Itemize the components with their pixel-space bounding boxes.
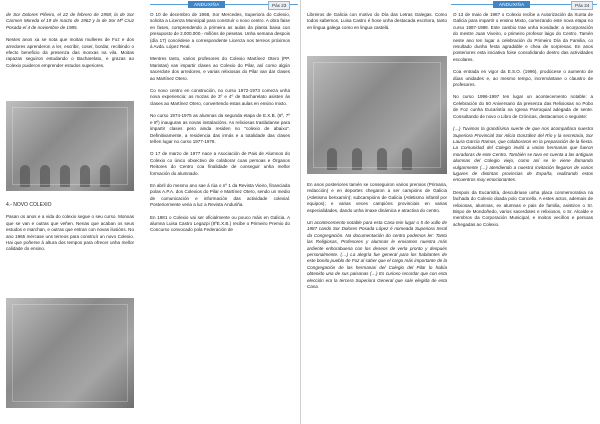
paragraph: O 17 de marzo de 1977 nace a Asociación de Pais de Alumnos do Colexio co único obxectivo de colaborar coas persoas e Órganos Reitores do Centro coa finalidade de conseguir unha mellor formación do alumnado. xyxy=(150,151,290,176)
paragraph: No curso 1996-1997 ten lugar un acontecemento notable: a Celebración do 50 Aniversario da presenza das Relixiosas no Pobo de Foz cunha Eucaristía na Igrexa Parroquial adegada de sente. Consultando de novo o Libro de Crónicas, destacamos o seguinte: xyxy=(453,94,593,119)
header-section-tag: ANDUXIÑA xyxy=(188,1,225,8)
paragraph: Nestes anos xa se nota que moitas mulleres de Foz e dos arredores aprenderon a ler, escribir, coser, bordar, recibindo o efecto beneficio da presenza das monxas na vila. Moitas rapazas seguiron estudando o Bacharelato, e grazas ao Colexio puideron emprender estudos superiores. xyxy=(6,37,134,68)
text-column-1b xyxy=(6,198,134,259)
paragraph: Pasan os anos e a vida do colexio segue o seu curso. Monxas que se van e outras que veñen. Nenas que acaban os seus estudos e marchan, e outras que entran con novas ilusións. No ano 1965 mércase uns terreos para construír un novo Colexio. Hai que poñerse á altura dos tempos para ofrecer unha mellor calidade do ensino. xyxy=(6,214,134,252)
paragraph: O 13 de maio de 1987 o Colexio recibe a Autorización da Xunta de Galicia para impartir o ensino Mixto, comezando este nova etapa no curso 1987-1988. Este cambio trae unha novidade: a incorporación do mestre Juan Viveiro, o primeiro profesor laigo do Centro. Tamén neste ano ten lugar a celebración do Primeiro Día da Familia, co resultado dunha festa agradable e chea de sorpresas. En anos posteriores esta iniciativa foise consolidando dentro das actividades escolares. xyxy=(453,12,593,62)
header-section-tag: ANDUXIÑA xyxy=(493,1,530,8)
paragraph: Un acontecemento notable para esta Casa tein lugar o 5 de xullo de 1987 cando Sor Dolores Posada López é nomeada Superiora Xeral da Congregación. Na documentación do centro podemos ler: Tanto las Religiosas, Profesores y alumnas le enviamos nuestra más ardiente enhorabuena con los deseos de verla pronto y después personalmente. (…) La alegría fue general para los habitantes de este bonito pueblo de Foz al saber que el cargo más importante de la Congregación de las hermanas del Colegio del Pilar lo había obtenido una de sus paisanas (…) Es curioso recordar que con esta elección era la tercera Superiora General que sale elegida de esta Casa. xyxy=(307,220,447,290)
text-column-1 xyxy=(6,12,134,75)
section-heading: 4.- NOVO COLEXIO xyxy=(6,202,52,208)
right-page xyxy=(300,0,600,424)
paragraph: O 10 de decembro de 1968, Sor Mercedes, Superiora do Colexio, solicita a Licenza Municipal para construír o novo centro. A obra faise en fases, comprendendo a primeira as aulas da planta baixa cun presuposto de 2.000.000.- millóns de pesetas. Unha semana despois (día 17) concédese a correspondente Licenza nos terreos próximos á Avda. López Real. xyxy=(150,12,290,50)
paragraph: de Sor Dolores Piñeiro, el 22 de febrero de 1958; la de Sor Carmen Moreda el 19 de marzo de 1962 y la de Sor Mª Cruz Posada el 4 de noviembre de 1985. xyxy=(6,12,134,30)
page-number: Páx 23 xyxy=(268,1,290,10)
paragraph: No curso 1974-1975 as alumnas da segunda etapa de E.X.B. (6º, 7º e 8º) inauguran as novas instalacións. As relixiosas trasládanse para impartir clases pero ainda residen no "colexio de abaixo". Definitivamente, a residencia das irmás e a totalidade das clases teñen lugar no curso 1977-1978. xyxy=(150,113,290,144)
paragraph: Coa entrada en vigor da E.S.O. (1996), prodúcese o aumento de dúas unidades e, ao mesmo tempo, incremántase o claustro de profesores. xyxy=(453,69,593,88)
paragraph: Despois da Eucaristía, descubriuse unha placa conmemorativa na fachada do Colexio doada polo Concello. A estes actos, ademais de relixiosas, alumnas, ex alumnas e pais de familia, asistiron o Sr. Bispo de Mondoñedo, varios sacerdotes e relixiosos, o Sr. Alcalde e membros da Corporación Municipal, e moitos veciños e persoas achegadas ao Colexio. xyxy=(453,189,593,227)
text-column-2 xyxy=(150,12,290,240)
paragraph: Mentres tanto, varios profesores do Colexio Martínez Otero (PP. Maristas) van impartir clases ao Colexio do Pilar, así como algún sacerdote dos arredores, e varias relixiosas do Pilar van dar clases ao Martínez Otero. xyxy=(150,56,290,81)
text-column-3 xyxy=(307,12,447,37)
building-photo xyxy=(6,298,134,408)
paragraph: En abril do mesmo ano sae á rúa o nº 1 da Revista Vieiro, financiada polas A.P.A. dos Colexios do Pilar e Martínez Otero, sendo un medio de comunicación e información das actividade colexial. Posteriormente veria a luz a Revista Anduriña. xyxy=(150,182,290,208)
paragraph: En anos posteriores tamén se conseguiron varios premios (Primaria, redacción) e en deportes chegaron a ser campións de Galicia (Atletismo benxamín); subcampións de Galicia (Atletismo infantil por equipos); e varias veces campións provinciais en varias especialidades, dando unha imaxe dinámica e atractiva do centro. xyxy=(307,182,447,213)
text-column-4 xyxy=(453,12,593,234)
nuns-photo xyxy=(6,101,134,191)
paragraph: Co novo centro en construción, no curso 1972-1973 comeza unha nova experiencia: as mozas de 3º e 4º de Bacharelato asisten ás clases ao Martínez Otero, convertendo estas aulas en ensino mixto. xyxy=(150,88,290,106)
paragraph: (…) Tuvimos la grandísima suerte de que nos acompañara nuestra Superiora Provincial Sor Alicia González del Río y la secretaria, Sor Laura García Ramos, que colaboraron en la preparación de la fiesta. La Comunidad del Colegio invitó a varias hermanas que fueron moradoras de este Centro. También se tuvo en cuenta a las antiguas alumnas del Colegio viejo, como así se le viene llamando vulgarmente (…) atendiendo a nuestra invitación llegaron de varios lugares de distintas provincias de España, realizando estos encuentros muy emocionantes. xyxy=(453,126,593,183)
text-column-3b xyxy=(307,182,447,297)
paragraph: Libreiros de Galicia con motivo do Día das Letras Galegas. Como todos sabemos, Luisa Castro é hoxe unha destacada escritora, tanto en lingua galega como en lingua castelá. xyxy=(307,12,447,30)
paragraph: En 1981 o Colexio vai ser oficialmente ou pouco máis en Galicia. A alumna Luisa Castro Legazpi (8ºE.X.B.) recibe o Primeiro Premio do Concurso convocado pola Federación de xyxy=(150,214,290,233)
class-photo xyxy=(307,56,447,174)
page-number: Páx 24 xyxy=(571,1,593,10)
